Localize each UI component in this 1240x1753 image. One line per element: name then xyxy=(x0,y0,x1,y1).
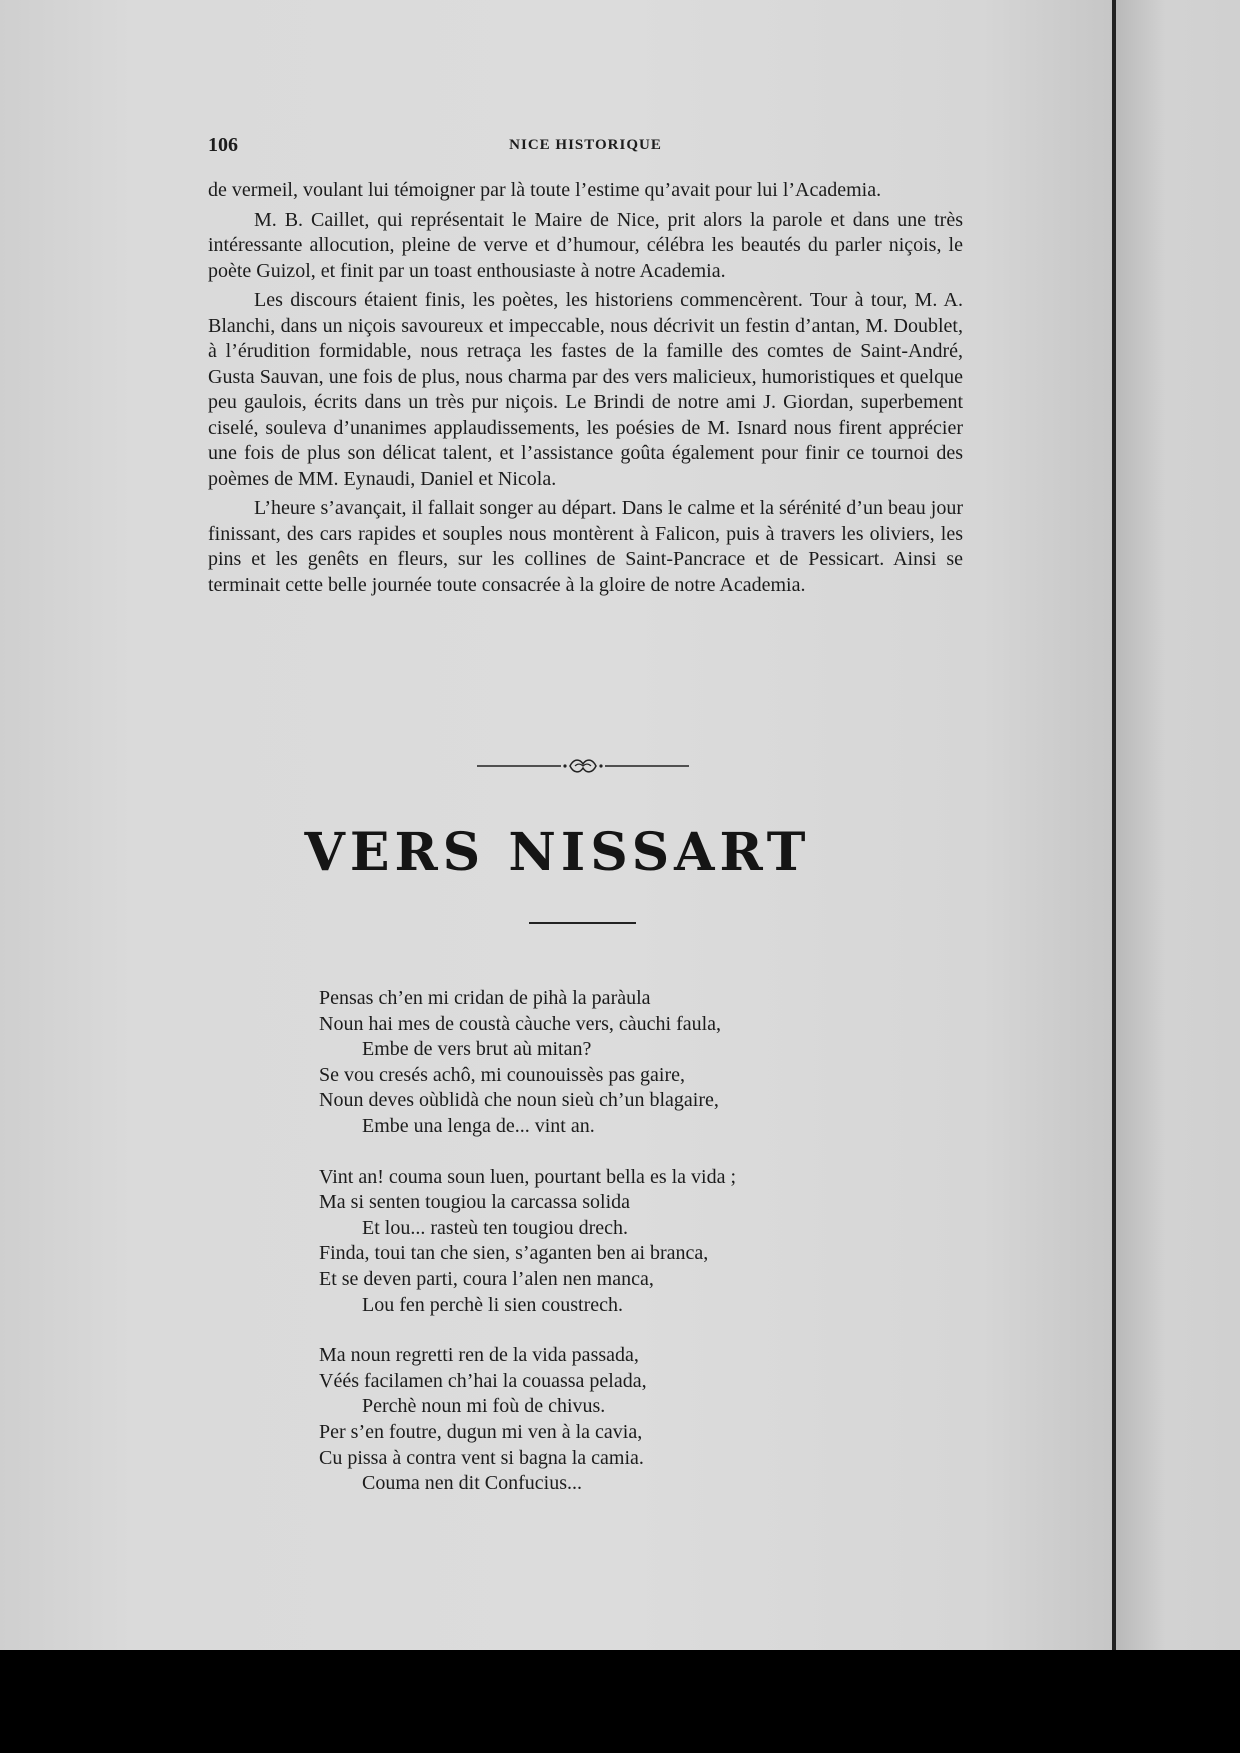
verse-line: Se vou cresés achô, mi counouissès pas gaire, xyxy=(319,1063,686,1086)
verse-line: Ma noun regretti ren de la vida passada, xyxy=(319,1344,639,1367)
poem-title: VERS NISSART xyxy=(304,822,811,883)
verse-line: Cu pissa à contra vent si bagna la camia. xyxy=(319,1446,644,1469)
verse-line: Lou fen perchè li sien coustrech. xyxy=(362,1293,624,1316)
fleuron-ornament xyxy=(477,755,689,777)
paragraph: Les discours étaient finis, les poètes, les historiens commencèrent. Tour à tour, M. A. Blanchi, dans un niçois savoureux et impeccable, nous décrivit un festin d’antan, M. Doublet, à l’érudition formidable, nous retraça les fastes de la famille des comtes de Saint-André, Gusta Sauvan, une fois de plus, nous charma par des vers malicieux, humoristiques et quelque peu gaulois, écrits dans un très pur niçois. Le Brindi de notre ami J. Giordan, superbement ciselé, souleva d’unanimes applaudissements, les poésies de M. Isnard nous firent apprécier une fois de plus son délicat talent, et l’assistance goûta également pour finir ce tournoi des poèmes de MM. Eynaudi, Daniel et Nicola. xyxy=(208,289,963,490)
title-rule xyxy=(529,922,636,924)
verse-line: Finda, toui tan che sien, s’aganten ben ai branca, xyxy=(319,1242,709,1265)
prose-body xyxy=(208,178,963,602)
paragraph: L’heure s’avançait, il fallait songer au départ. Dans le calme et la sérénité d’un beau jour finissant, des cars rapides et souples nous montèrent à Falicon, puis à travers les oliviers, les pins et les genêts en fleurs, sur les collines de Saint-Pancrace et de Pessicart. Ainsi se terminait cette belle journée toute consacrée à la gloire de notre Academia. xyxy=(208,497,963,596)
verse-line: Embe una lenga de... vint an. xyxy=(362,1114,595,1137)
verse-line: Véés facilamen ch’hai la couassa pelada, xyxy=(319,1369,647,1392)
verse-line: Vint an! couma soun luen, pourtant bella es la vida ; xyxy=(319,1165,737,1188)
verse-line: Noun hai mes de coustà càuche vers, càuchi faula, xyxy=(319,1012,722,1035)
stanza xyxy=(319,986,879,1140)
verse-line: Pensas ch’en mi cridan de pihà la paràula xyxy=(319,987,651,1009)
journal-title: NICE HISTORIQUE xyxy=(509,137,662,153)
paragraph: de vermeil, voulant lui témoigner par là toute l’estime qu’avait pour lui l’Academia. xyxy=(208,179,882,201)
verse-line: Per s’en foutre, dugun mi ven à la cavia, xyxy=(319,1420,643,1443)
paragraph: M. B. Caillet, qui représentait le Maire de Nice, prit alors la parole et dans une très intéressante allocution, pleine de verve et d’humour, célébra les beautés du parler niçois, le poète Guizol, et finit par un toast enthousiaste à notre Academia. xyxy=(208,208,963,282)
stanza xyxy=(319,1343,879,1497)
stanza xyxy=(319,1165,879,1319)
adjacent-page-edge xyxy=(1116,0,1240,1650)
verse-line: Embe de vers brut aù mitan? xyxy=(362,1038,592,1061)
verse-line: Couma nen dit Confucius... xyxy=(362,1472,582,1495)
verse-line: Perchè noun mi foù de chivus. xyxy=(362,1395,606,1418)
verse-line: Et se deven parti, coura l’alen nen manca, xyxy=(319,1267,654,1290)
page-number: 106 xyxy=(208,134,238,156)
poem xyxy=(319,986,879,1522)
verse-line: Et lou... rasteù ten tougiou drech. xyxy=(362,1216,629,1239)
verse-line: Ma si senten tougiou la carcassa solida xyxy=(319,1191,631,1214)
verse-line: Noun deves oùblidà che noun sieù ch’un blagaire, xyxy=(319,1089,719,1112)
running-head xyxy=(208,134,963,160)
